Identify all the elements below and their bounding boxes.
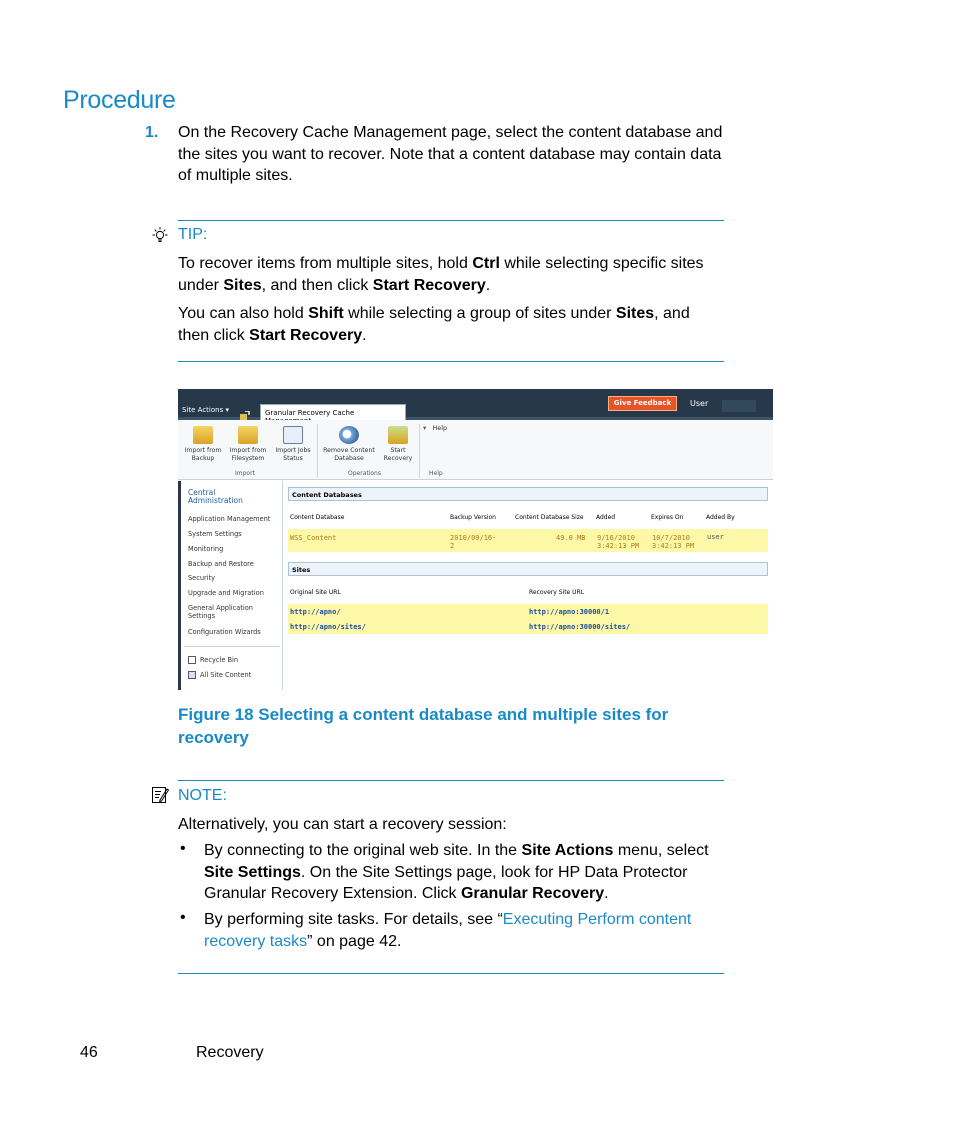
nav-label: Recycle Bin <box>200 656 239 664</box>
ui-term-site-actions: Site Actions <box>521 842 614 859</box>
tip-p2-line-1 <box>178 303 738 325</box>
cell-recovery-url-2[interactable]: http://apno:30000/sites/ <box>529 623 631 631</box>
button-label: Database <box>334 455 364 462</box>
button-label: Import Jobs <box>275 447 311 454</box>
note-top-rule <box>178 780 724 781</box>
cell-line: 2 <box>450 542 455 550</box>
ui-term-start-recovery: Start Recovery <box>249 326 363 344</box>
text-run: . <box>604 885 609 902</box>
recycle-bin-icon <box>188 656 196 664</box>
cell-line: 2010/09/16- <box>450 534 497 542</box>
nav-system-settings[interactable]: System Settings <box>188 530 242 538</box>
text-run: Granular Recovery Extension. Click <box>204 885 461 902</box>
key-shift: Shift <box>308 305 344 322</box>
bullet-1-line-3 <box>204 883 744 905</box>
nav-application-management[interactable]: Application Management <box>188 515 271 523</box>
import-from-filesystem-button[interactable] <box>226 426 270 463</box>
nav-label: Settings <box>188 612 216 620</box>
text-run: To recover items from multiple sites, hold <box>178 255 473 272</box>
sites-section: Sites <box>288 562 768 576</box>
key-ctrl: Ctrl <box>472 255 500 272</box>
nav-security[interactable]: Security <box>188 574 216 582</box>
note-bullet-2 <box>204 909 744 952</box>
ui-term-sites: Sites <box>223 276 262 294</box>
button-label: Import from <box>184 447 222 454</box>
figure-screenshot <box>178 389 773 690</box>
button-label: Start <box>390 447 406 454</box>
start-recovery-button[interactable] <box>379 426 417 463</box>
button-label: Filesystem <box>231 455 265 462</box>
tip-bottom-rule <box>178 361 724 362</box>
nav-label: All Site Content <box>200 671 252 679</box>
nav-recycle-bin[interactable] <box>188 656 238 664</box>
col-content-database: Content Database <box>290 514 345 521</box>
ribbon-group-import: Import <box>235 470 255 477</box>
text-run: You can also hold <box>178 305 309 322</box>
figure-caption <box>178 703 758 749</box>
text-run: . On the Site Settings page, look for HP Data Protector <box>300 863 688 881</box>
bullet-2-line-1 <box>204 909 744 931</box>
text-run: , and <box>654 305 690 322</box>
remove-content-database-button[interactable] <box>320 426 378 463</box>
cell-backup-version <box>450 534 496 550</box>
ribbon-group-operations: Operations <box>348 470 381 477</box>
col-database-size: Content Database Size <box>515 514 584 521</box>
ui-term-sites: Sites <box>615 305 655 322</box>
recovery-icon <box>388 426 408 444</box>
col-added-by: Added By <box>706 514 735 521</box>
step-text <box>178 122 778 187</box>
text-run: . <box>362 326 367 344</box>
step-line-3: of multiple sites. <box>178 167 293 184</box>
bullet-marker: • <box>180 840 186 857</box>
button-label: Status <box>283 455 303 462</box>
note-label: NOTE: <box>178 787 227 804</box>
ui-term-granular-recovery: Granular Recovery <box>460 885 605 902</box>
note-icon <box>151 786 169 805</box>
text-run: then click <box>178 326 250 344</box>
folder-icon <box>238 426 258 444</box>
cell-line: 3:42:13 PM <box>597 542 640 550</box>
cell-expires-on <box>652 534 694 550</box>
cell-original-url-1[interactable]: http://apno/ <box>290 608 341 616</box>
user-menu[interactable]: User <box>690 399 709 408</box>
ui-term-start-recovery: Start Recovery <box>372 276 486 294</box>
footer-section-name: Recovery <box>196 1044 264 1061</box>
bullet-1-line-1 <box>204 840 744 862</box>
button-label: Remove Content <box>323 447 375 454</box>
col-recovery-site-url: Recovery Site URL <box>529 589 585 596</box>
nav-upgrade-and-migration[interactable]: Upgrade and Migration <box>188 589 264 597</box>
help-button[interactable] <box>423 424 447 432</box>
status-list-icon <box>283 426 303 444</box>
page-number: 46 <box>80 1044 98 1061</box>
cell-line: 9/16/2010 <box>597 534 635 542</box>
navigate-up-icon[interactable] <box>240 405 250 414</box>
tip-paragraph-1 <box>178 253 738 296</box>
ribbon <box>178 420 773 480</box>
lightbulb-icon <box>151 226 169 246</box>
button-label: Recovery <box>383 455 413 462</box>
cross-reference-link[interactable]: recovery tasks <box>204 932 308 950</box>
text-run: while selecting specific sites <box>499 255 704 272</box>
cross-reference-link[interactable]: Executing Perform content <box>502 911 692 928</box>
nav-label: Central <box>188 488 216 497</box>
cell-added-by: user <box>707 533 724 541</box>
cell-database-size: 49.0 MB <box>556 534 586 542</box>
nav-central-administration[interactable] <box>188 489 243 505</box>
text-run: menu, select <box>613 842 709 859</box>
col-expires-on: Expires On <box>651 514 684 521</box>
bullet-2-line-2 <box>204 931 744 953</box>
nav-all-site-content[interactable] <box>188 671 251 679</box>
cell-original-url-2[interactable]: http://apno/sites/ <box>290 623 366 631</box>
text-run: . <box>485 276 491 294</box>
text-run: ” on page 42. <box>307 932 402 950</box>
col-backup-version: Backup Version <box>450 514 496 521</box>
remove-database-icon <box>339 426 359 444</box>
nav-label: Administration <box>188 496 243 505</box>
bullet-1-line-2 <box>204 862 744 884</box>
ribbon-group-help: Help <box>429 470 443 477</box>
help-icon: ▾ <box>423 424 427 432</box>
give-feedback-button[interactable]: Give Feedback <box>608 396 677 411</box>
nav-backup-and-restore[interactable]: Backup and Restore <box>188 560 254 568</box>
section-heading: Procedure <box>63 86 176 114</box>
cell-line: 10/7/2010 <box>652 534 690 542</box>
step-line-2: the sites you want to recover. Note that a content database may contain data <box>178 145 722 163</box>
tip-top-rule <box>178 220 724 221</box>
cell-line: 3:42:13 PM <box>652 542 695 550</box>
step-line-1: On the Recovery Cache Management page, select the content database and <box>178 124 723 141</box>
text-run: while selecting a group of sites under <box>343 305 616 322</box>
ribbon-separator <box>317 424 318 478</box>
tip-p2-line-2 <box>178 325 738 347</box>
import-jobs-status-button[interactable] <box>271 426 315 463</box>
nav-divider <box>184 646 280 647</box>
cell-recovery-url-1[interactable]: http://apno:30000/1 <box>529 608 610 616</box>
database-folder-icon <box>193 426 213 444</box>
text-run: By performing site tasks. For details, see “ <box>204 911 503 928</box>
note-intro: Alternatively, you can start a recovery session: <box>178 816 507 833</box>
nav-general-application-settings[interactable] <box>188 604 253 620</box>
caption-line-2: recovery <box>178 728 249 747</box>
content-database-row[interactable] <box>288 529 768 552</box>
step-number: 1. <box>145 124 159 141</box>
site-content-icon <box>188 671 196 679</box>
text-run: , and then click <box>261 276 373 294</box>
tip-paragraph-2 <box>178 303 738 346</box>
text-run: under <box>178 276 224 294</box>
col-added: Added <box>596 514 616 521</box>
left-navigation <box>178 481 283 690</box>
button-label: Help <box>432 424 448 432</box>
cell-added <box>597 534 639 550</box>
nav-configuration-wizards[interactable]: Configuration Wizards <box>188 628 261 636</box>
button-label: Import from <box>229 447 267 454</box>
note-bottom-rule <box>178 973 724 974</box>
button-label: Backup <box>191 455 215 462</box>
content-databases-section: Content Databases <box>288 487 768 501</box>
note-bullet-1 <box>204 840 744 905</box>
nav-label: General Application <box>188 604 253 612</box>
bullet-marker: • <box>180 909 186 926</box>
import-from-backup-button[interactable] <box>181 426 225 463</box>
site-actions-menu[interactable]: Site Actions ▾ <box>182 406 229 414</box>
tip-p1-line-1 <box>178 253 738 275</box>
col-original-site-url: Original Site URL <box>290 589 341 596</box>
user-bar-fill <box>722 400 756 412</box>
ribbon-separator <box>419 424 420 478</box>
text-run: By connecting to the original web site. In the <box>204 842 522 859</box>
tip-label: TIP: <box>178 226 208 243</box>
cell-database-name: WSS_Content <box>290 534 337 542</box>
ui-term-site-settings: Site Settings <box>204 863 301 881</box>
nav-monitoring[interactable]: Monitoring <box>188 545 224 553</box>
tab-granular-recovery-cache[interactable]: Granular Recovery Cache <box>260 404 406 420</box>
caption-line-1: Figure 18 Selecting a content database and multiple sites for <box>178 705 669 724</box>
tip-p1-line-2 <box>178 275 738 297</box>
